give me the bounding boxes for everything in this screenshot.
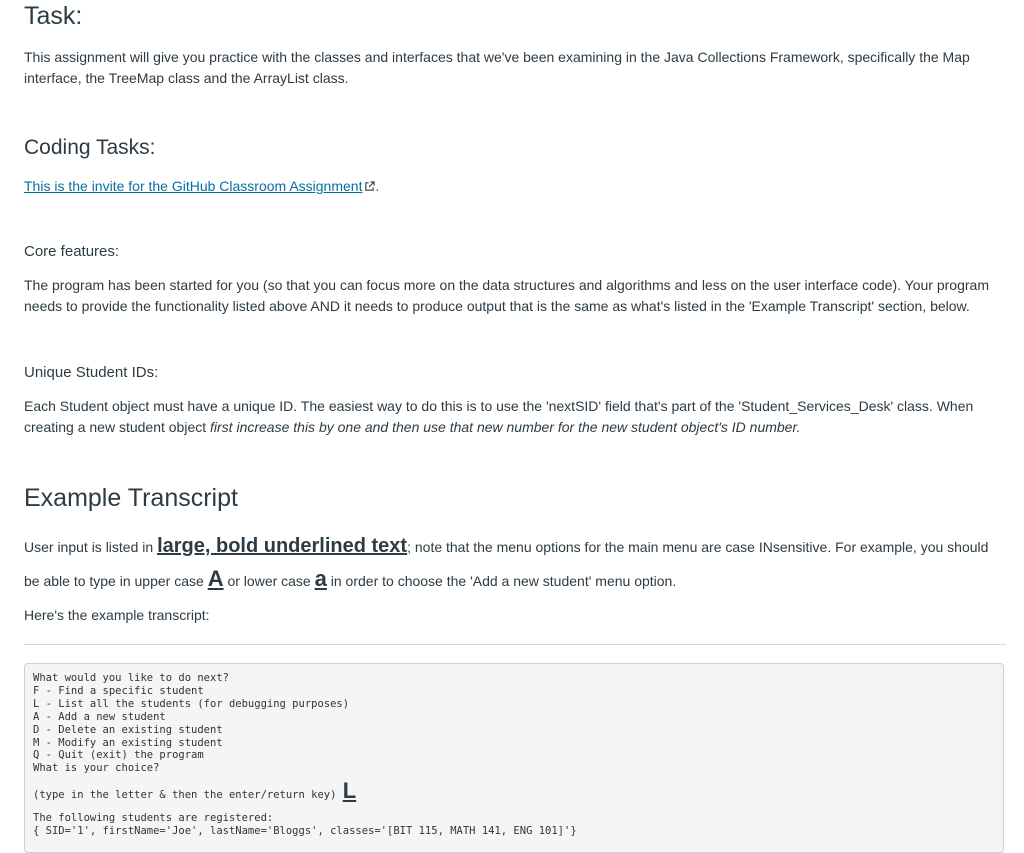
transcript-line: What is your choice?	[33, 762, 160, 775]
transcript-line: D - Delete an existing student	[33, 723, 223, 736]
example-transcript-heading: Example Transcript	[24, 484, 238, 512]
input-note-line-2	[24, 566, 676, 594]
large-bold-text-sample: large, bold underlined text	[157, 535, 408, 557]
typed-letter-l: L	[342, 778, 357, 804]
type-hint: (type in the letter & then the enter/return key)	[33, 789, 343, 802]
input-note-post: ; note that the menu options for the main menu are case INsensitive. For example, you should	[407, 539, 989, 555]
transcript-line: F - Find a specific student	[33, 684, 204, 697]
external-link-icon	[364, 181, 375, 192]
transcript-line: A - Add a new student	[33, 710, 166, 723]
transcript-line: M - Modify an existing student	[33, 736, 223, 749]
type-hint-line	[33, 778, 995, 804]
link-suffix: .	[375, 178, 380, 194]
transcript-line: Q - Quit (exit) the program	[33, 749, 204, 762]
transcript-line: The following students are registered:	[33, 812, 274, 825]
coding-tasks-heading: Coding Tasks:	[24, 136, 156, 159]
invite-link-line	[24, 178, 379, 194]
unique-ids-text-italic: first increase this by one and then use that new number for the new student object's ID number.	[210, 419, 801, 435]
upper-case-note: be able to type in upper case	[24, 573, 208, 589]
example-intro: Here's the example transcript:	[24, 607, 210, 623]
unique-ids-text	[24, 396, 999, 438]
menu-option-note: in order to choose the 'Add a new student' menu option.	[326, 573, 677, 589]
upper-case-a-sample: A	[207, 566, 224, 591]
input-note-line-1	[24, 533, 988, 560]
core-features-heading: Core features:	[24, 243, 120, 260]
transcript-line: L - List all the students (for debugging purposes)	[33, 697, 350, 710]
unique-ids-text-normal: Each Student object must have a unique ID. The easiest way to do this is to use the 'nextSID' field that's part of the 'Student_Services_Desk' class. When creating a new student object	[24, 398, 974, 435]
transcript-line: What would you like to do next?	[33, 672, 229, 684]
input-note-pre: User input is listed in	[24, 539, 158, 555]
task-intro: This assignment will give you practice with the classes and interfaces that we've been examining in the Java Collections Framework, specifically the Map interface, the TreeMap class and the ArrayList class.	[24, 49, 970, 86]
transcript-line: { SID='1', firstName='Joe', lastName='Bloggs', classes='[BIT 115, MATH 141, ENG 101]'}	[33, 825, 577, 838]
lower-case-note: or lower case	[223, 573, 315, 589]
transcript-code-block	[24, 663, 1004, 853]
core-features-text: The program has been started for you (so that you can focus more on the data structures and algorithms and less on the user interface code). Your program needs to provide the functionality listed above AND it needs to produce output that is the same as what's listed in the 'Example Transcript' section, below.	[24, 277, 989, 314]
task-heading: Task:	[24, 2, 83, 30]
github-classroom-link[interactable]: This is the invite for the GitHub Classroom Assignment	[24, 178, 363, 194]
unique-ids-heading: Unique Student IDs:	[24, 364, 159, 381]
lower-case-a-sample: a	[314, 566, 327, 591]
divider	[24, 644, 1006, 645]
